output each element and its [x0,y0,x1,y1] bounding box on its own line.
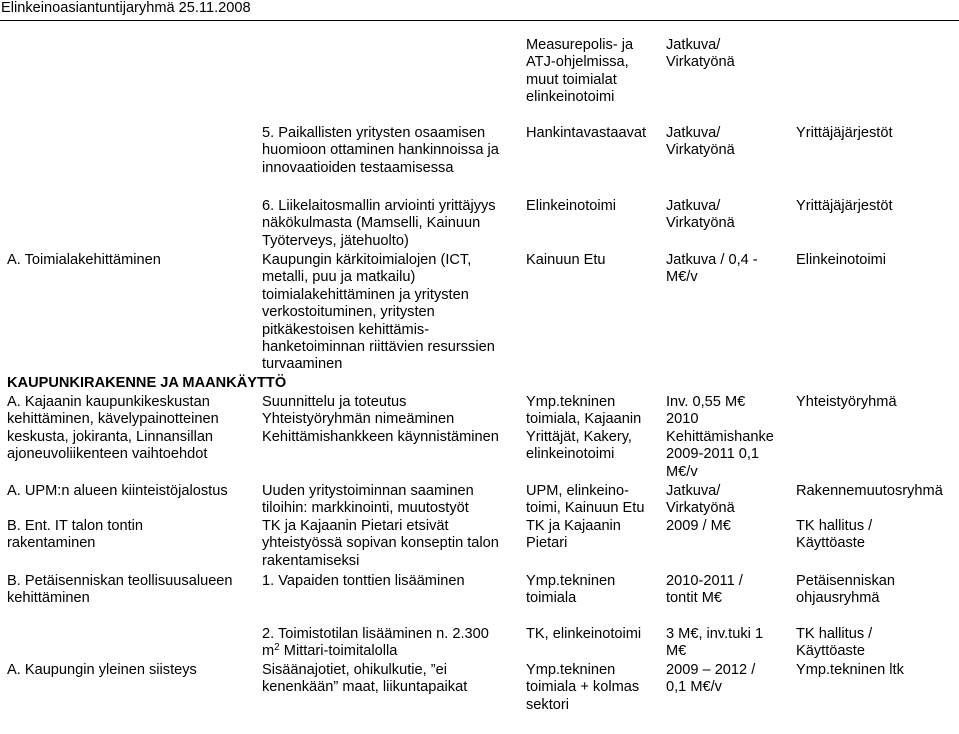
cell-target-r6: A. UPM:n alueen kiinteistöjalostus [7,483,228,499]
cell-schedule-r3: Jatkuva / 0,4 - M€/v [666,252,758,286]
cell-schedule-r7: 2009 / M€ [666,518,731,534]
cell-target-r10: A. Kaupungin yleinen siisteys [7,662,197,678]
cell-schedule-r9: 3 M€, inv.tuki 1 M€ [666,626,764,660]
cell-responsible-r6: UPM, elinkeino- toimi, Kainuun Etu [526,483,645,517]
cell-responsible-r2: Elinkeinotoimi [526,198,617,214]
page-header [0,0,959,21]
cell-responsible-r10: Ymp.tekninen toimiala + kolmas sektori [526,662,640,713]
action-unit: m [262,643,275,660]
cell-responsible-r9: TK, elinkeinotoimi [526,626,642,642]
action-line2: Mittari-toimitalolla [279,643,398,660]
cell-responsible-r7: TK ja Kajaanin Pietari [526,518,621,552]
cell-action-r2: 6. Liikelaitosmallin arviointi yrittäjyys näkökulmasta (Mamselli, Kainuun Työterveys, jätehuolto) [262,198,496,249]
cell-action-r1: 5. Paikallisten yritysten osaamisen huomioon ottaminen hankinnoissa ja innovaatioiden testaamisessa [262,125,499,176]
cell-schedule-r0: Jatkuva/ Virkatyönä [666,37,735,71]
cell-responsible-r5: Ymp.tekninen toimiala, Kajaanin Yrittäjät, Kakery, elinkeinotoimi [526,394,642,463]
cell-followup-r9: TK hallitus / Käyttöaste [796,626,873,660]
action-line1: 2. Toimistotilan lisääminen n. 2.300 [262,626,489,642]
cell-responsible-r8: Ymp.tekninen toimiala [526,573,616,607]
cell-responsible-r0: Measurepolis- ja ATJ-ohjelmissa, muut toimialat elinkeinotoimi [526,37,634,106]
cell-followup-r6: Rakennemuutosryhmä [796,483,943,499]
cell-schedule-r1: Jatkuva/ Virkatyönä [666,125,735,159]
cell-action-r7: TK ja Kajaanin Pietari etsivät yhteistyössä sopivan konseptin talon rakentamiseksi [262,518,499,569]
header-title: Elinkeinoasiantuntijaryhmä 25.11.2008 [1,0,251,16]
cell-action-r5: Suunnittelu ja toteutus Yhteistyöryhmän nimeäminen Kehittämishankkeen käynnistäminen [262,394,499,445]
cell-target-r7: B. Ent. IT talon tontin rakentaminen [7,518,144,552]
cell-schedule-r2: Jatkuva/ Virkatyönä [666,198,735,232]
cell-followup-r1: Yrittäjäjärjestöt [796,125,893,141]
cell-followup-r10: Ymp.tekninen ltk [796,662,904,678]
cell-schedule-r5: Inv. 0,55 M€ 2010 Kehittämishanke 2009-2011 0,1 M€/v [666,394,774,480]
section-title: KAUPUNKIRAKENNE JA MAANKÄYTTÖ [7,375,287,391]
cell-action-r9 [262,626,489,661]
cell-action-r8: 1. Vapaiden tonttien lisääminen [262,573,465,589]
cell-target-r8: B. Petäisenniskan teollisuusalueen kehittäminen [7,573,233,607]
cell-followup-r2: Yrittäjäjärjestöt [796,198,893,214]
cell-schedule-r6: Jatkuva/ Virkatyönä [666,483,735,517]
cell-followup-r8: Petäisenniskan ohjausryhmä [796,573,895,607]
cell-target-r3: A. Toimialakehittäminen [7,252,161,268]
cell-action-r10: Sisäänajotiet, ohikulkutie, ”ei kenenkään” maat, liikuntapaikat [262,662,468,696]
cell-followup-r5: Yhteistyöryhmä [796,394,897,410]
cell-action-r3: Kaupungin kärkitoimialojen (ICT, metalli, puu ja matkailu) toimialakehittäminen ja yritysten verkostoituminen, yritysten pitkäkestoisen kehittämis- hanketoiminnan riittävien resurssien turvaaminen [262,252,495,373]
cell-responsible-r3: Kainuun Etu [526,252,606,268]
cell-schedule-r8: 2010-2011 / tontit M€ [666,573,743,607]
cell-followup-r3: Elinkeinotoimi [796,252,887,268]
cell-action-r6: Uuden yritystoiminnan saaminen tiloihin: markkinointi, muutostyöt [262,483,474,517]
cell-target-r5: A. Kajaanin kaupunkikeskustan kehittäminen, kävelypainotteinen keskusta, jokiranta, Linnansillan ajoneuvoliikenteen vaihtoehdot [7,394,219,463]
action-unit-superscript: 2 [274,642,280,654]
cell-responsible-r1: Hankintavastaavat [526,125,647,141]
cell-schedule-r10: 2009 – 2012 / 0,1 M€/v [666,662,756,696]
cell-followup-r7: TK hallitus / Käyttöaste [796,518,873,552]
